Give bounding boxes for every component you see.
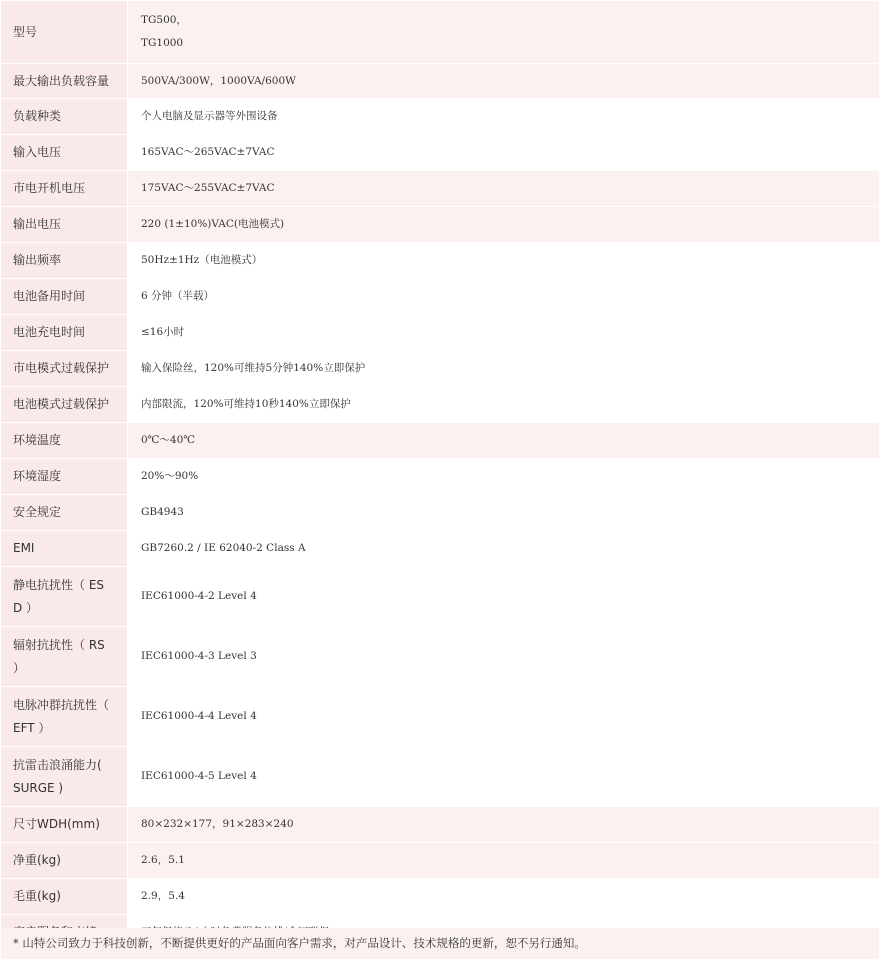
spec-label-cell xyxy=(1,687,128,746)
spec-label: 电池备用时间 xyxy=(13,289,86,303)
spec-value: 内部限流，120%可维持10秒140%立即保护 xyxy=(141,398,351,410)
spec-value: GB4943 xyxy=(141,506,184,518)
spec-value-lines xyxy=(141,213,284,236)
spec-label-cell xyxy=(1,207,128,242)
spec-value: IEC61000-4-3 Level 3 xyxy=(141,650,257,662)
spec-row xyxy=(1,64,879,99)
spec-value-cell xyxy=(128,135,879,170)
spec-label: 静电抗扰性（ ESD ） xyxy=(13,577,105,615)
spec-value-lines xyxy=(141,249,262,272)
spec-value: TG500， xyxy=(141,14,187,26)
spec-value-cell xyxy=(128,843,879,878)
spec-value-lines xyxy=(141,645,257,668)
spec-label: 最大输出负载容量 xyxy=(13,73,110,88)
spec-label: 输出电压 xyxy=(13,217,62,231)
spec-value-cell xyxy=(128,1,879,63)
spec-value: GB7260.2 / IE 62040-2 Class A xyxy=(141,542,306,554)
spec-label-cell xyxy=(1,531,128,566)
spec-label-cell xyxy=(1,387,128,422)
spec-row xyxy=(1,747,879,807)
spec-row xyxy=(1,387,879,423)
spec-label: 环境温度 xyxy=(13,433,62,447)
spec-row xyxy=(1,99,879,135)
spec-value-lines xyxy=(141,177,275,200)
spec-value-cell xyxy=(128,351,879,386)
spec-label-cell xyxy=(1,99,128,134)
spec-label-cell xyxy=(1,171,128,206)
spec-value: 20%～90% xyxy=(141,470,199,482)
spec-row xyxy=(1,1,879,64)
spec-label: 市电模式过载保护 xyxy=(13,361,110,375)
spec-row xyxy=(1,351,879,387)
spec-row xyxy=(1,567,879,627)
spec-value-lines xyxy=(141,285,214,308)
spec-value: ≤16小时 xyxy=(141,326,185,338)
spec-value-lines xyxy=(141,813,294,836)
spec-label-cell xyxy=(1,423,128,458)
spec-value-cell xyxy=(128,531,879,566)
spec-value: 0℃～40℃ xyxy=(141,434,196,446)
spec-value-cell xyxy=(128,567,879,626)
spec-row xyxy=(1,495,879,531)
spec-value-cell xyxy=(128,64,879,98)
spec-label: 安全规定 xyxy=(13,505,62,519)
spec-value: 输入保险丝，120%可维持5分钟140%立即保护 xyxy=(141,362,366,374)
spec-label-cell xyxy=(1,495,128,530)
spec-value: 165VAC～265VAC±7VAC xyxy=(141,146,275,158)
spec-row xyxy=(1,279,879,315)
spec-label-cell xyxy=(1,135,128,170)
spec-label-cell xyxy=(1,567,128,626)
spec-row xyxy=(1,843,879,879)
spec-table xyxy=(1,1,879,951)
spec-value-lines xyxy=(141,765,257,788)
spec-value: 2.9，5.4 xyxy=(141,890,185,902)
spec-row xyxy=(1,207,879,243)
spec-label-cell xyxy=(1,315,128,350)
spec-value-lines xyxy=(141,9,187,55)
spec-row xyxy=(1,243,879,279)
spec-value: IEC61000-4-5 Level 4 xyxy=(141,770,257,782)
spec-value-lines xyxy=(141,141,275,164)
spec-label: 电池模式过载保护 xyxy=(13,397,110,411)
spec-value-lines xyxy=(141,393,351,416)
spec-label: 电池充电时间 xyxy=(13,325,86,339)
spec-label: 环境湿度 xyxy=(13,469,62,483)
spec-row xyxy=(1,531,879,567)
spec-row xyxy=(1,135,879,171)
spec-value-lines xyxy=(141,885,185,908)
spec-value: 175VAC～255VAC±7VAC xyxy=(141,182,275,194)
spec-value-lines xyxy=(141,705,257,728)
spec-value-cell xyxy=(128,387,879,422)
spec-label: 负载种类 xyxy=(13,109,62,123)
spec-value-cell xyxy=(128,627,879,686)
spec-label-cell xyxy=(1,627,128,686)
spec-label: 尺寸WDH(mm) xyxy=(13,817,100,831)
spec-label: 净重(kg) xyxy=(13,853,61,867)
spec-value-lines xyxy=(141,321,184,344)
spec-row xyxy=(1,171,879,207)
spec-label: EMI xyxy=(13,541,35,555)
spec-value-cell xyxy=(128,207,879,242)
spec-value: 50Hz±1Hz（电池模式） xyxy=(141,254,263,266)
spec-value-cell xyxy=(128,315,879,350)
spec-value: 80×232×177，91×283×240 xyxy=(141,818,294,830)
spec-value-lines xyxy=(141,849,185,872)
spec-value: 个人电脑及显示器等外围设备 xyxy=(141,110,278,122)
spec-value-lines xyxy=(141,357,365,380)
spec-value: 500VA/300W，1000VA/600W xyxy=(141,74,296,87)
footnote: * 山特公司致力于科技创新，不断提供更好的产品面向客户需求，对产品设计、技术规格的更新，恕不另行通知。 xyxy=(1,928,879,959)
spec-row xyxy=(1,423,879,459)
spec-value-cell xyxy=(128,99,879,134)
spec-label: 辐射抗扰性（ RS ） xyxy=(13,637,105,675)
spec-value: 2.6，5.1 xyxy=(141,854,185,866)
spec-value: 6 分钟（半载） xyxy=(141,290,215,302)
spec-label: 抗雷击浪涌能力( SURGE ) xyxy=(13,757,102,795)
spec-label-cell xyxy=(1,1,128,63)
spec-value-lines xyxy=(141,429,195,452)
spec-row xyxy=(1,315,879,351)
spec-value-cell xyxy=(128,459,879,494)
spec-label: 市电开机电压 xyxy=(13,181,86,195)
spec-value-lines xyxy=(141,585,257,608)
spec-value-lines xyxy=(141,465,198,488)
spec-value-cell xyxy=(128,747,879,806)
spec-value-cell xyxy=(128,687,879,746)
spec-label: 电脉冲群抗扰性（ EFT ） xyxy=(13,697,110,735)
spec-row xyxy=(1,807,879,843)
spec-label-cell xyxy=(1,807,128,842)
spec-label: 输出频率 xyxy=(13,253,62,267)
spec-value-cell xyxy=(128,243,879,278)
spec-value: IEC61000-4-4 Level 4 xyxy=(141,710,257,722)
spec-value: IEC61000-4-2 Level 4 xyxy=(141,590,257,602)
spec-label-cell xyxy=(1,243,128,278)
spec-label: 型号 xyxy=(13,24,38,39)
spec-row xyxy=(1,879,879,915)
spec-label-cell xyxy=(1,879,128,914)
spec-value-lines xyxy=(141,70,296,93)
spec-value-cell xyxy=(128,423,879,458)
spec-value-lines xyxy=(141,501,184,524)
spec-value: TG1000 xyxy=(141,37,184,49)
spec-value: 220 (1±10%)VAC(电池模式) xyxy=(141,218,285,230)
spec-value-lines xyxy=(141,105,278,128)
spec-label: 输入电压 xyxy=(13,145,62,159)
spec-value-cell xyxy=(128,171,879,206)
spec-value-lines xyxy=(141,537,306,560)
spec-label-cell xyxy=(1,459,128,494)
spec-label-cell xyxy=(1,279,128,314)
spec-label-cell xyxy=(1,747,128,806)
spec-value-cell xyxy=(128,807,879,842)
spec-row xyxy=(1,627,879,687)
spec-label: 毛重(kg) xyxy=(13,889,61,903)
spec-row xyxy=(1,459,879,495)
spec-value-cell xyxy=(128,279,879,314)
spec-value-cell xyxy=(128,495,879,530)
spec-value-cell xyxy=(128,879,879,914)
spec-label-cell xyxy=(1,64,128,98)
spec-row xyxy=(1,687,879,747)
spec-label-cell xyxy=(1,351,128,386)
spec-label-cell xyxy=(1,843,128,878)
